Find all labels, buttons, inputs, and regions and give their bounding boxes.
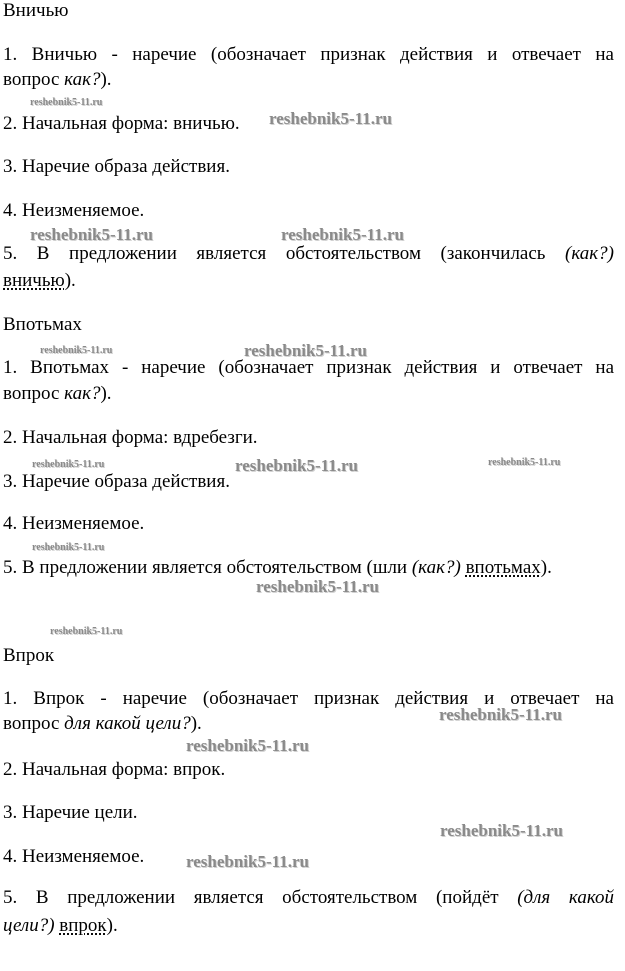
vprok-item-3: 3. Наречие цели. — [3, 802, 138, 823]
watermark: reshebnik5-11.ru — [32, 459, 105, 470]
vprok-item-5-line-2: цели?) впрок). — [3, 915, 118, 936]
section-title-vprok: Впрок — [3, 645, 55, 666]
watermark: reshebnik5-11.ru — [439, 705, 562, 724]
watermark: reshebnik5-11.ru — [50, 626, 123, 637]
vnichyu-item-2: 2. Начальная форма: вничью. — [3, 113, 240, 134]
vpotmakh-item-3: 3. Наречие образа действия. — [3, 471, 230, 492]
section-title-vnichyu: Вничью — [3, 0, 69, 21]
vnichyu-item-1-line-2: вопрос как?). — [3, 69, 112, 90]
vpotmakh-item-4: 4. Неизменяемое. — [3, 513, 145, 534]
watermark: reshebnik5-11.ru — [269, 109, 392, 128]
vprok-item-4: 4. Неизменяемое. — [3, 846, 145, 867]
vpotmakh-item-5: 5. В предложении является обстоятельством (шли (как?) впотьмах). — [3, 557, 552, 578]
watermark: reshebnik5-11.ru — [281, 225, 404, 244]
vprok-item-1-line-2: вопрос для какой цели?). — [3, 713, 202, 734]
vprok-item-1-line-1: 1. Впрок - наречие (обозначает признак действия и отвечает на — [3, 688, 614, 709]
watermark: reshebnik5-11.ru — [30, 225, 153, 244]
watermark: reshebnik5-11.ru — [488, 457, 561, 468]
watermark: reshebnik5-11.ru — [235, 456, 358, 475]
watermark: reshebnik5-11.ru — [40, 345, 113, 356]
vprok-item-5-line-1: 5. В предложении является обстоятельством (пойдёт (для какой — [3, 887, 614, 908]
vprok-item-2: 2. Начальная форма: впрок. — [3, 759, 226, 780]
watermark: reshebnik5-11.ru — [244, 341, 367, 360]
watermark: reshebnik5-11.ru — [440, 821, 563, 840]
watermark: reshebnik5-11.ru — [186, 852, 309, 871]
vnichyu-item-3: 3. Наречие образа действия. — [3, 156, 230, 177]
vnichyu-item-5-line-1: 5. В предложении является обстоятельством (закончилась (как?) — [3, 243, 614, 264]
vnichyu-item-1-line-1: 1. Вничью - наречие (обозначает признак действия и отвечает на — [3, 44, 614, 65]
watermark: reshebnik5-11.ru — [186, 736, 309, 755]
section-title-vpotmakh: Впотьмах — [3, 314, 82, 335]
vnichyu-item-4: 4. Неизменяемое. — [3, 200, 145, 221]
vpotmakh-item-2: 2. Начальная форма: вдребезги. — [3, 427, 258, 448]
vpotmakh-item-1-line-1: 1. Впотьмах - наречие (обозначает признак действия и отвечает на — [3, 357, 614, 378]
watermark: reshebnik5-11.ru — [32, 542, 105, 553]
vnichyu-item-5-line-2: вничью). — [3, 270, 76, 291]
vpotmakh-item-1-line-2: вопрос как?). — [3, 383, 112, 404]
watermark: reshebnik5-11.ru — [30, 97, 103, 108]
watermark: reshebnik5-11.ru — [256, 577, 379, 596]
